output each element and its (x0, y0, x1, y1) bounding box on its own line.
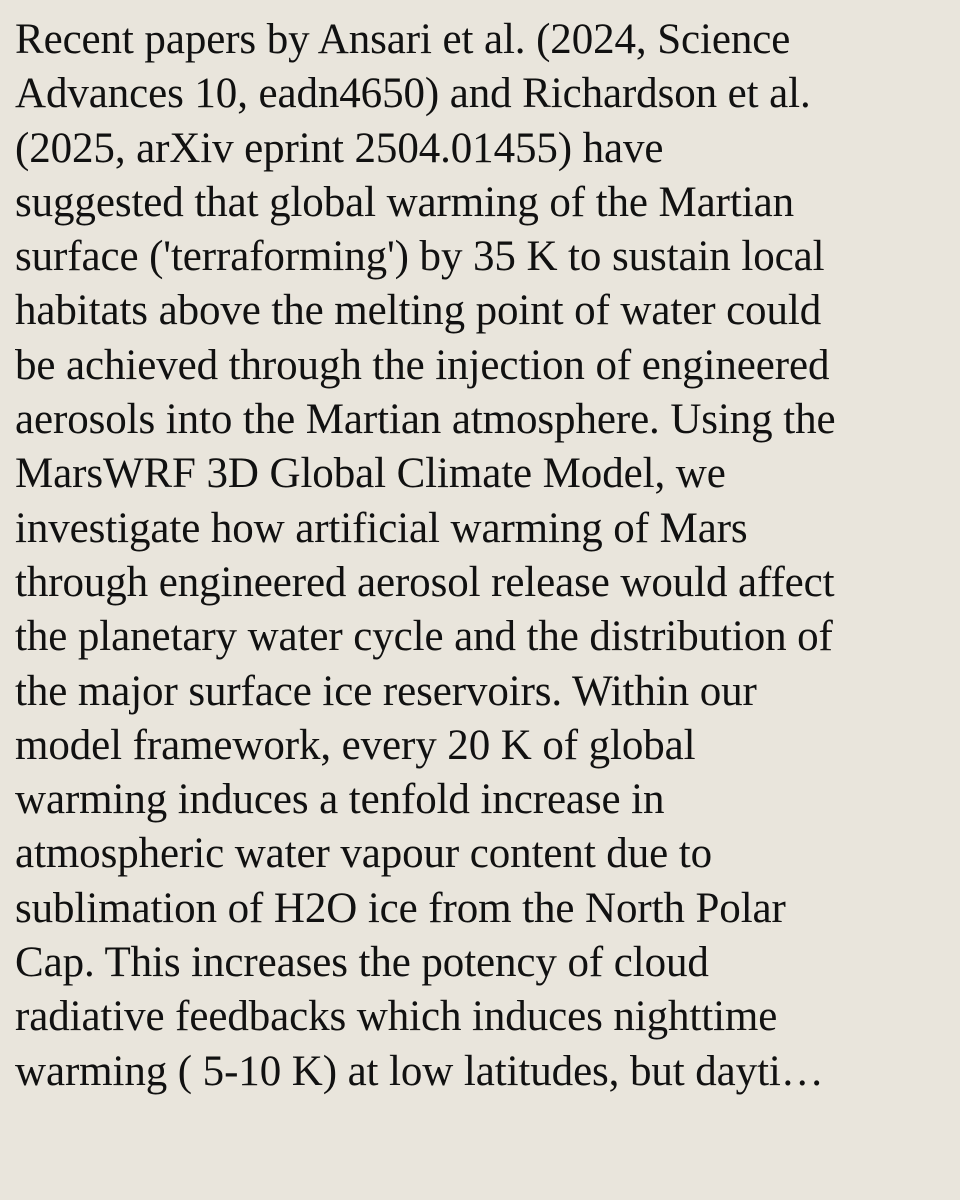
abstract-line: radiative feedbacks which induces nighttime (15, 993, 778, 1041)
abstract-line: investigate how artificial warming of Mars (15, 504, 748, 552)
abstract-line: suggested that global warming of the Martian (15, 178, 794, 226)
abstract-line: model framework, every 20 K of global (15, 721, 696, 769)
abstract-line: aerosols into the Martian atmosphere. Using the (15, 396, 836, 444)
abstract-line: sublimation of H2O ice from the North Polar (15, 884, 786, 932)
abstract-line: MarsWRF 3D Global Climate Model, we (15, 450, 726, 498)
abstract-line: Advances 10, eadn4650) and Richardson et al. (15, 70, 811, 118)
abstract-line: (2025, arXiv eprint 2504.01455) have (15, 124, 664, 172)
abstract-line: the major surface ice reservoirs. Within our (15, 667, 757, 715)
abstract-line: surface ('terraforming') by 35 K to sustain local (15, 233, 825, 281)
abstract-line: warming induces a tenfold increase in (15, 776, 665, 824)
abstract-line: the planetary water cycle and the distribution of (15, 613, 833, 661)
abstract-line: habitats above the melting point of water could (15, 287, 822, 335)
abstract-line: atmospheric water vapour content due to (15, 830, 712, 878)
abstract-line: through engineered aerosol release would affect (15, 558, 835, 606)
abstract-line: Recent papers by Ansari et al. (2024, Science (15, 16, 791, 63)
abstract-text (15, 13, 942, 1099)
abstract-line: Cap. This increases the potency of cloud (15, 939, 709, 987)
abstract-line: warming ( 5-10 K) at low latitudes, but dayti… (15, 1047, 824, 1095)
abstract-line: be achieved through the injection of engineered (15, 341, 830, 389)
